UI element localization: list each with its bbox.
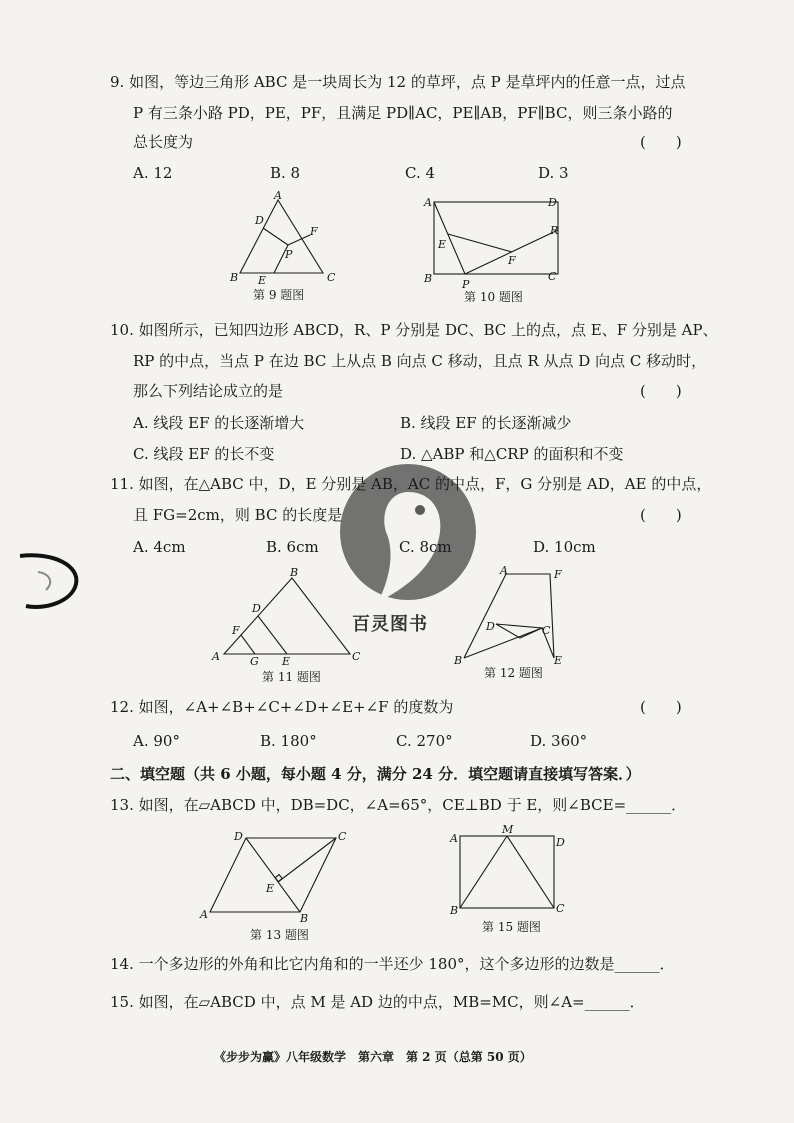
fig15-label-m: M [502,823,514,836]
figure-9 [228,190,338,286]
q12-option-d: D. 360° [530,732,588,750]
fig11-label-d: D [252,602,261,615]
fig10-label-e: E [438,238,447,251]
q10-line1: 10. 如图所示，已知四边形 ABCD，R、P 分别是 DC、BC 上的点，点 E、F 分别是 AP、 [110,321,718,339]
fig13-label-d: D [234,830,243,843]
fig12-label-b: B [454,654,463,667]
fig15-label-a: A [450,832,458,845]
pen-mark-icon [14,548,84,614]
fig12-label-e: E [554,654,563,667]
fig15-label-b: B [450,904,459,917]
fig10-label-f: F [508,254,516,267]
fig9-label-a: A [274,189,282,202]
page-footer: 《步步为赢》八年级数学 第六章 第 2 页（总第 50 页） [214,1050,532,1064]
fig13-diagonal-db [246,838,300,912]
q9-option-d: D. 3 [538,164,569,182]
fig10-label-a: A [424,196,432,209]
fig12-label-c: C [542,624,551,637]
q13-line1: 13. 如图，在▱ABCD 中，DB=DC，∠A=65°，CE⊥BD 于 E，则∠BCE=______． [110,796,687,814]
fig12-label-d: D [486,620,495,633]
fig11-label-f: F [232,624,240,637]
q15-line1: 15. 如图，在▱ABCD 中，点 M 是 AD 边的中点，MB=MC，则∠A=______． [110,993,645,1011]
q12-answer-paren: ( ) [640,698,682,716]
q11-option-b: B. 6cm [266,538,319,556]
q12-option-a: A. 90° [133,732,180,750]
fig13-label-b: B [300,912,309,925]
fig10-label-r: R [550,224,559,237]
q11-answer-paren: ( ) [640,506,682,524]
q12-line1: 12. 如图，∠A+∠B+∠C+∠D+∠E+∠F 的度数为 [110,698,454,716]
fig15-label-c: C [556,902,565,915]
figure-12 [450,566,580,666]
fig11-label-g: G [250,655,259,668]
q12-option-c: C. 270° [396,732,453,750]
q11-option-a: A. 4cm [133,538,186,556]
fig9-segment-pf [288,235,310,245]
fig10-quadrilateral [434,202,558,274]
q11-line1: 11. 如图，在△ABC 中，D，E 分别是 AB，AC 的中点，F，G 分别是 AD，AE 的中点， [110,475,712,493]
q9-option-a: A. 12 [133,164,173,182]
q10-option-a: A. 线段 EF 的长逐渐增大 [133,414,305,432]
q9-line2: P 有三条小路 PD，PE，PF，且满足 PD∥AC，PE∥AB，PF∥BC，则三条小路的 [133,104,673,122]
fig12-caption: 第 12 题图 [484,666,543,680]
fig10-label-p: P [462,278,470,291]
fig13-label-c: C [338,830,347,843]
fig10-label-c: C [548,270,557,283]
fig15-parallelogram [460,836,554,908]
fig13-label-a: A [200,908,208,921]
q10-option-b: B. 线段 EF 的长逐渐减少 [400,414,572,432]
bird-eye-icon [415,505,425,515]
q14-line1: 14. 一个多边形的外角和比它内角和的一半还少 180°，这个多边形的边数是______． [110,955,675,973]
fig12-segment-afe [506,574,554,658]
fig12-segment-ab [464,574,506,658]
q11-option-c: C. 8cm [399,538,452,556]
fig11-caption: 第 11 题图 [262,670,321,684]
figure-10 [420,192,570,291]
fig12-label-f: F [554,568,562,581]
q10-option-d: D. △ABP 和△CRP 的面积和不变 [400,445,624,463]
fig11-segment-fg [241,635,255,654]
section-fill-in-title: 二、填空题（共 6 小题，每小题 4 分，满分 24 分．填空题请直接填写答案．） [110,765,641,783]
fig11-label-b: B [290,566,299,579]
q10-line2: RP 的中点，当点 P 在边 BC 上从点 B 向点 C 移动，且点 R 从点 D 向点 C 移动时， [133,352,707,370]
fig15-segment-mc [507,836,554,908]
q10-option-c: C. 线段 EF 的长不变 [133,445,275,463]
fig13-segment-ce [278,838,336,882]
fig12-segment-bce [464,628,554,658]
fig12-label-a: A [500,564,508,577]
fig10-segment-ef [448,234,512,252]
fig11-label-e: E [282,655,291,668]
fig11-label-a: A [212,650,220,663]
fig9-segment-pd [263,228,288,245]
fig9-label-f: F [310,225,318,238]
fig9-label-d: D [255,214,264,227]
figure-15 [446,822,576,918]
fig11-segment-de [258,616,287,654]
fig10-label-b: B [424,272,433,285]
q11-line2: 且 FG=2cm，则 BC 的长度是 [133,506,343,524]
fig13-right-angle-mark [275,875,282,882]
fig9-label-b: B [230,271,239,284]
fig13-label-e: E [266,882,275,895]
fig9-label-e: E [258,274,267,287]
figure-13 [196,826,366,926]
q12-option-b: B. 180° [260,732,317,750]
fig15-segment-mb [460,836,507,908]
fig10-caption: 第 10 题图 [464,290,523,304]
q9-line1: 9. 如图，等边三角形 ABC 是一块周长为 12 的草坪，点 P 是草坪内的任意一点，过点 [110,73,686,91]
fig11-label-c: C [352,650,361,663]
q9-answer-paren: ( ) [640,133,682,151]
q9-option-b: B. 8 [270,164,301,182]
fig15-label-d: D [556,836,565,849]
fig9-label-c: C [327,271,336,284]
fig9-label-p: P [285,248,293,261]
q9-option-c: C. 4 [405,164,436,182]
q9-line3: 总长度为 [133,133,194,151]
publisher-logo-text: 百灵图书 [352,614,428,635]
fig11-triangle [224,578,350,654]
q11-option-d: D. 10cm [533,538,596,556]
fig15-caption: 第 15 题图 [482,920,541,934]
fig13-caption: 第 13 题图 [250,928,309,942]
fig12-segment-dc [496,624,542,638]
fig9-caption: 第 9 题图 [253,288,305,302]
figure-11 [210,566,370,666]
q10-answer-paren: ( ) [640,382,682,400]
fig10-label-d: D [548,196,557,209]
q10-line3: 那么下列结论成立的是 [133,382,284,400]
